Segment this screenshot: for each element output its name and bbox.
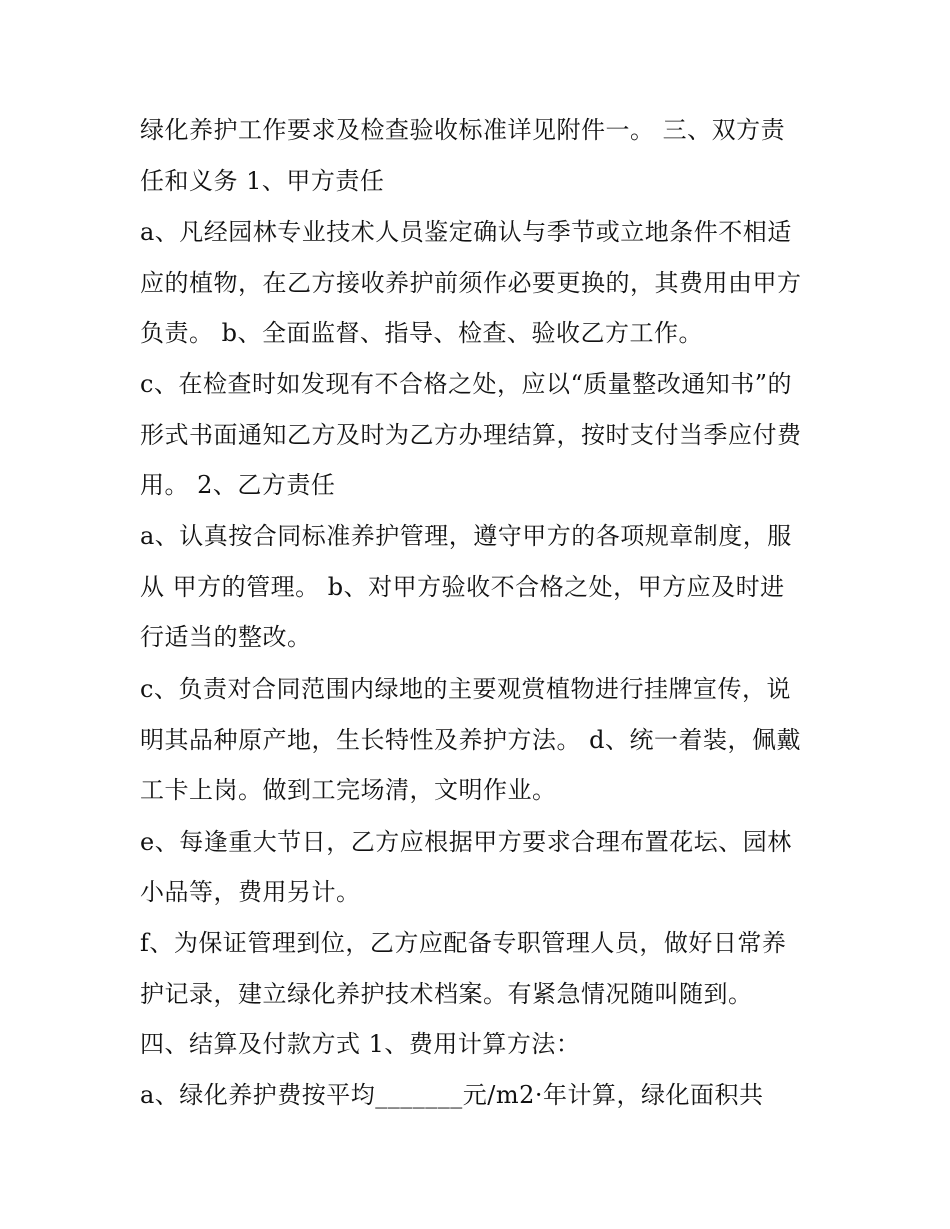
text-line-13: 明其品种原产地，生长特性及养护方法。 d、统一着装，佩戴 — [140, 726, 801, 754]
text-line-1: 绿化养护工作要求及检查验收标准详见附件一。 三、双方责 — [140, 116, 786, 144]
text-line-9: a、认真按合同标准养护管理，遵守甲方的各项规章制度，服 — [140, 522, 792, 550]
text-line-10: 从 甲方的管理。 b、对甲方验收不合格之处，甲方应及时进 — [140, 573, 785, 601]
text-line-4: 应的植物，在乙方接收养护前须作必要更换的，其费用由甲方 — [140, 269, 802, 297]
text-line-14: 工卡上岗。做到工完场清，文明作业。 — [140, 776, 557, 804]
text-line-3: a、凡经园林专业技术人员鉴定确认与季节或立地条件不相适 — [140, 218, 792, 246]
text-line-11: 行适当的整改。 — [140, 623, 312, 651]
text-line-16: 小品等，费用另计。 — [140, 878, 361, 906]
text-line-20: a、绿化养护费按平均_______元/m2·年计算，绿化面积共 — [140, 1081, 764, 1109]
text-line-2: 任和义务 1、甲方责任 — [140, 167, 385, 195]
text-line-6: c、在检查时如发现有不合格之处，应以“质量整改通知书”的 — [140, 370, 792, 398]
text-line-5: 负责。 b、全面监督、指导、检查、验收乙方工作。 — [140, 319, 703, 347]
text-line-12: c、负责对合同范围内绿地的主要观赏植物进行挂牌宣传，说 — [140, 675, 791, 703]
text-line-17: f、为保证管理到位，乙方应配备专职管理人员，做好日常养 — [140, 929, 787, 957]
text-line-7: 形式书面通知乙方及时为乙方办理结算，按时支付当季应付费 — [140, 421, 802, 449]
text-line-15: e、每逢重大节日，乙方应根据甲方要求合理布置花坛、园林 — [140, 828, 792, 856]
text-line-19: 四、结算及付款方式 1、费用计算方法： — [140, 1030, 581, 1058]
text-line-18: 护记录，建立绿化养护技术档案。有紧急情况随叫随到。 — [140, 980, 753, 1008]
text-line-8: 用。 2、乙方责任 — [140, 471, 336, 499]
